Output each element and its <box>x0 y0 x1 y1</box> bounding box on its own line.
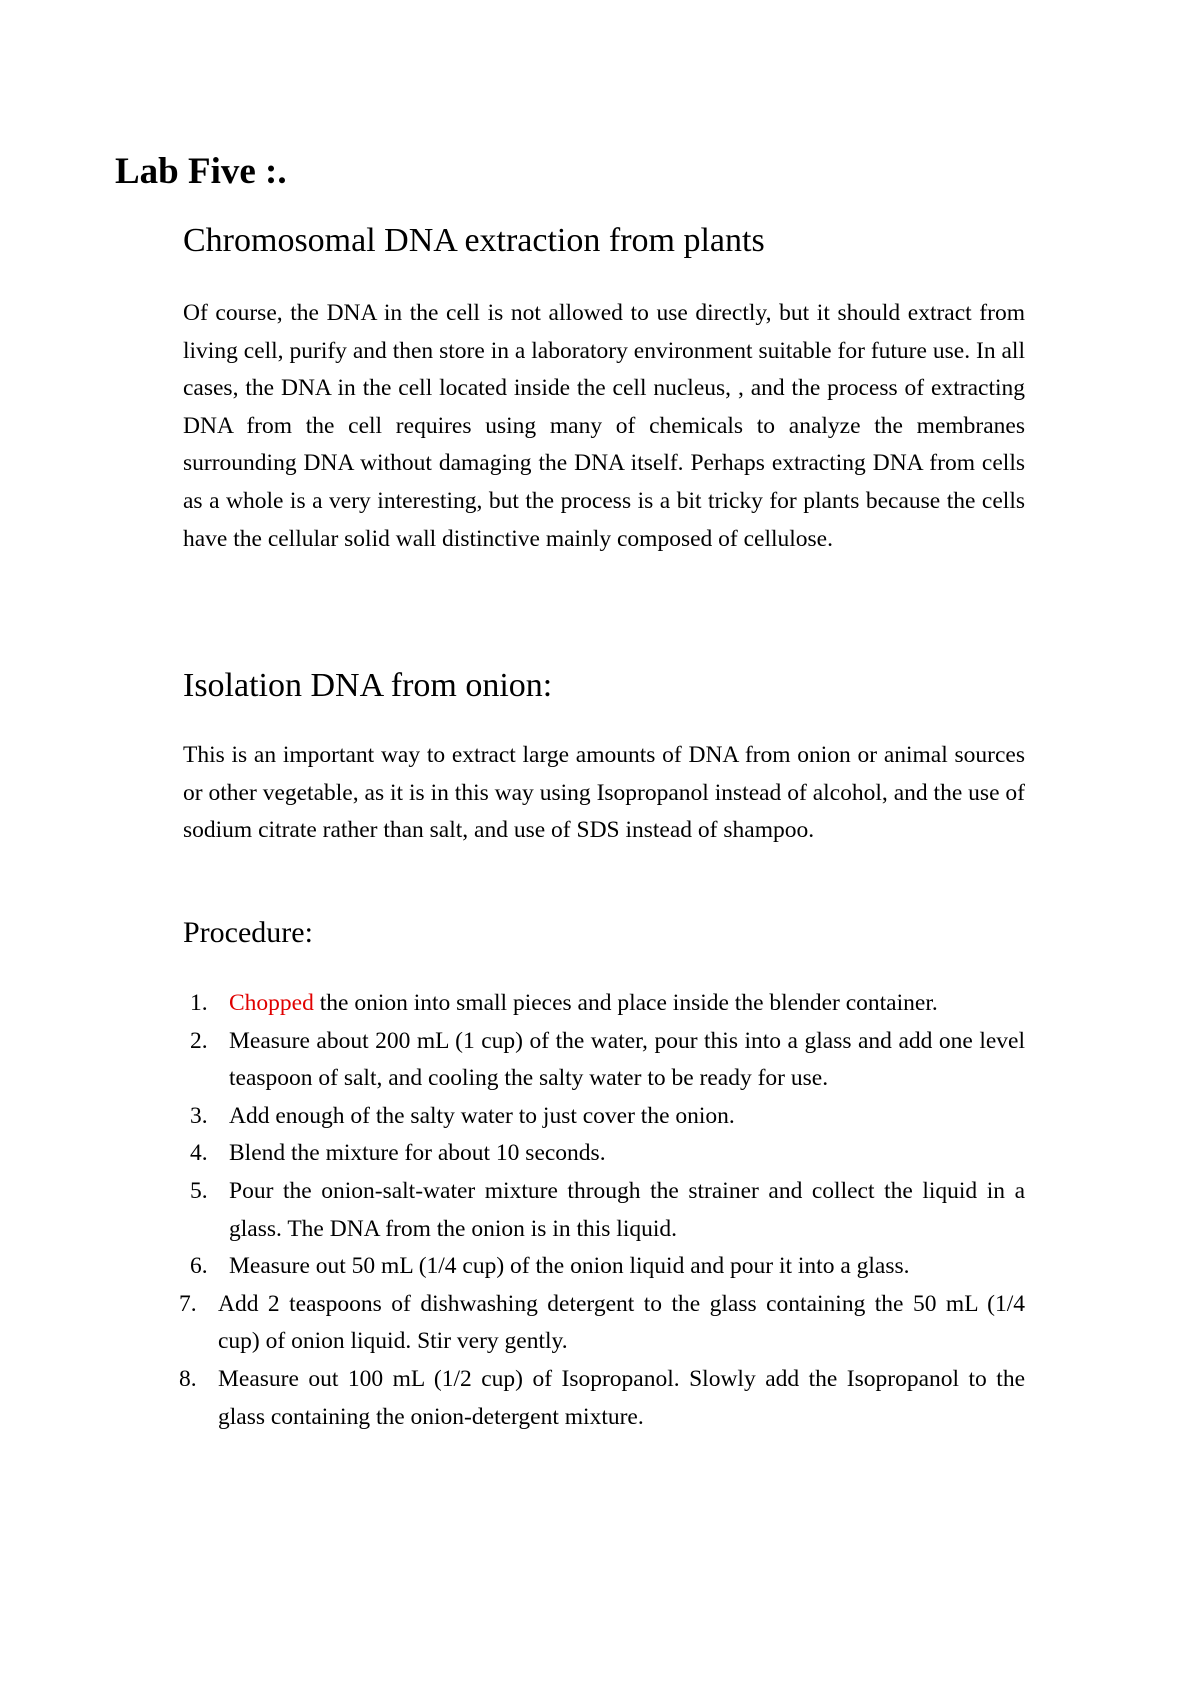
step-number: 5. <box>190 1177 208 1204</box>
step-text: the onion into small pieces and place inside the blender container. <box>313 990 938 1016</box>
highlighted-word: Chopped <box>229 990 314 1016</box>
step-number: 8. <box>179 1365 197 1392</box>
step-number: 7. <box>179 1290 197 1317</box>
intro-paragraph: Of course, the DNA in the cell is not allowed to use directly, but it should extract from living cell, purify and then store in a laboratory environment suitable for future use. In all cases, the DNA in the cell located inside the cell nucleus, , and the process of extracting DNA from the cell requires using many of chemicals to analyze the membranes surrounding DNA without damaging the DNA itself. Perhaps extracting DNA from cells as a whole is a very interesting, but the process is a bit tricky for plants because the cells have the cellular solid wall distinctive mainly composed of cellulose. <box>183 300 1025 552</box>
step-number: 6. <box>190 1253 208 1280</box>
section-heading-chromosomal: Chromosomal DNA extraction from plants <box>183 222 765 259</box>
section-heading-isolation: Isolation DNA from onion: <box>183 667 553 704</box>
step-text: Pour the onion-salt-water mixture through the strainer and collect the liquid in a glass. The DNA from the onion is in this liquid. <box>229 1177 1025 1242</box>
step-text: Add 2 teaspoons of dishwashing detergent to the glass containing the 50 mL (1/4 cup) of onion liquid. Stir very gently. <box>218 1290 1025 1355</box>
step-number: 2. <box>190 1027 208 1054</box>
procedure-step <box>183 1248 1025 1286</box>
step-text: Measure out 50 mL (1/4 cup) of the onion liquid and pour it into a glass. <box>229 1253 910 1280</box>
step-text: Blend the mixture for about 10 seconds. <box>229 1140 606 1167</box>
procedure-step <box>183 1098 1025 1136</box>
procedure-step <box>179 1361 1025 1436</box>
step-text: Measure out 100 mL (1/2 cup) of Isopropanol. Slowly add the Isopropanol to the glass containing the onion-detergent mixture. <box>218 1365 1025 1430</box>
isolation-paragraph: This is an important way to extract large amounts of DNA from onion or animal sources or other vegetable, as it is in this way using Isopropanol instead of alcohol, and the use of sodium citrate rather than salt, and use of SDS instead of shampoo. <box>183 742 1025 844</box>
section-heading-procedure: Procedure: <box>183 916 313 949</box>
step-number: 3. <box>190 1102 208 1129</box>
page-title: Lab Five :. <box>115 151 287 192</box>
step-text: Add enough of the salty water to just cover the onion. <box>229 1102 735 1129</box>
procedure-step <box>183 985 1025 1023</box>
step-number: 1. <box>190 990 208 1016</box>
procedure-step <box>183 1173 1025 1248</box>
procedure-step <box>183 1023 1025 1098</box>
procedure-step <box>179 1286 1025 1361</box>
procedure-step <box>183 1135 1025 1173</box>
step-number: 4. <box>190 1140 208 1167</box>
procedure-list <box>179 985 1025 1436</box>
step-text: Measure about 200 mL (1 cup) of the water, pour this into a glass and add one level teaspoon of salt, and cooling the salty water to be ready for use. <box>229 1027 1025 1092</box>
